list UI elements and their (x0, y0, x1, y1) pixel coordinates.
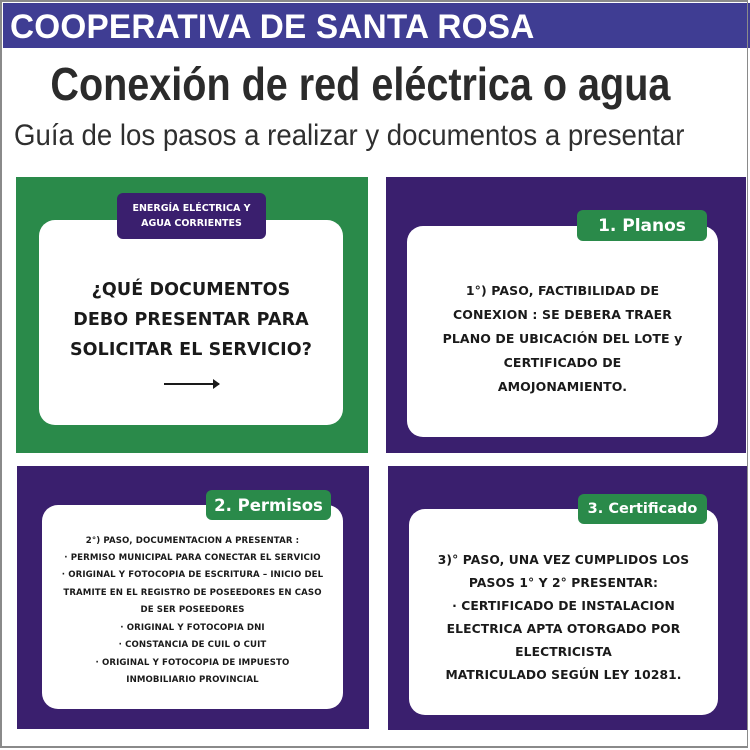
intro-panel (16, 177, 368, 453)
step-3-panel (388, 466, 747, 730)
organization-name: COOPERATIVA DE SANTA ROSA (10, 8, 535, 46)
step-1-card (407, 226, 718, 437)
page-title: Conexión de red eléctrica o agua (50, 58, 671, 110)
step-3-text: 3)° PASO, UNA VEZ CUMPLIDOS LOS PASOS 1° Y 2° PRESENTAR: · CERTIFICADO DE INSTALACION ELECTRICA APTA OTORGADO POR ELECTRICISTA MATRICULADO SEGÚN LEY 10281. (437, 553, 690, 682)
step-1-panel (386, 177, 746, 453)
step-1-text: 1°) PASO, FACTIBILIDAD DE CONEXION : SE DEBERA TRAER PLANO DE UBICACIÓN DEL LOTE y CERTIFICADO DE AMOJONAMIENTO. (442, 282, 683, 394)
step-2-panel (17, 466, 369, 729)
step-2-card (42, 505, 343, 709)
intro-tab: ENERGÍA ELÉCTRICA Y AGUA CORRIENTES (117, 193, 266, 239)
right-arrow-icon (164, 383, 219, 385)
header-bar (3, 3, 750, 48)
page-subtitle: Guía de los pasos a realizar y documentos a presentar (14, 119, 685, 152)
step-2-tab: 2. Permisos (206, 490, 331, 520)
intro-question: ¿QUÉ DOCUMENTOS DEBO PRESENTAR PARA SOLICITAR EL SERVICIO? (69, 279, 313, 360)
step-3-card (409, 509, 718, 715)
step-3-tab: 3. Certificado (578, 494, 707, 524)
intro-card (39, 220, 343, 425)
step-2-text: 2°) PASO, DOCUMENTACION A PRESENTAR : · PERMISO MUNICIPAL PARA CONECTAR EL SERVICIO · ORIGINAL Y FOTOCOPIA DE ESCRITURA – INICIO DEL TRAMITE EN EL REGISTRO DE POSEEDORES EN CASO DE SER POSEEDORES · ORIGINAL Y FOTOCOPIA DNI · CONSTANCIA DE CUIL O CUIT · ORIGINAL Y FOTOCOPIA DE IMPUESTO INMOBILIARIO PROVINCIAL (61, 535, 324, 685)
step-1-tab: 1. Planos (577, 210, 707, 241)
